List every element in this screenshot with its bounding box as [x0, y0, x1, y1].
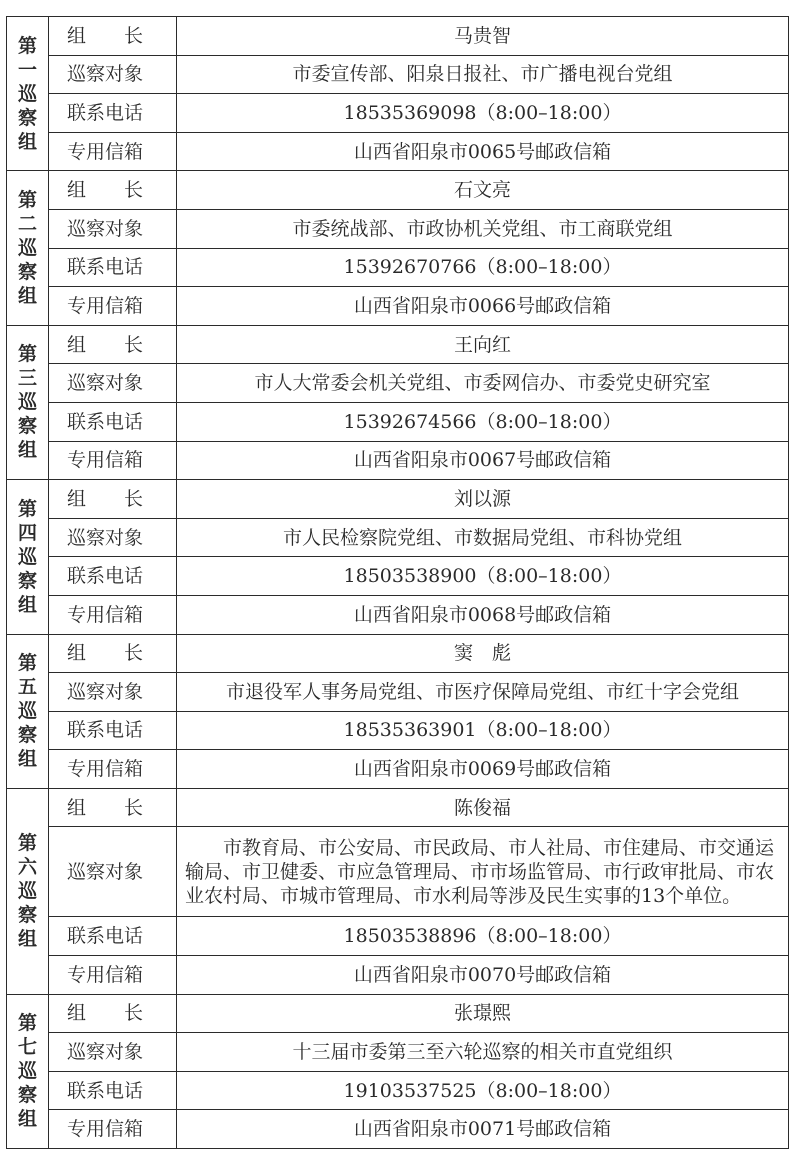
target-value: 市人民检察院党组、市数据局党组、市科协党组	[177, 518, 789, 557]
phone-value: 18535363901（8:00–18:00）	[177, 711, 789, 750]
leader-label: 组 长	[49, 788, 177, 827]
group-name-cell	[7, 17, 49, 171]
group-name: 第五巡察组	[17, 652, 37, 771]
mailbox-label: 专用信箱	[49, 956, 177, 995]
table-row	[7, 94, 789, 133]
group-name: 第二巡察组	[17, 189, 37, 308]
group-name: 第六巡察组	[17, 832, 37, 951]
table-row	[7, 994, 789, 1033]
leader-value: 陈俊福	[177, 788, 789, 827]
table-row	[7, 171, 789, 210]
phone-label: 联系电话	[49, 557, 177, 596]
table-row	[7, 480, 789, 519]
leader-value: 刘以源	[177, 480, 789, 519]
table-row	[7, 1033, 789, 1072]
table-row	[7, 325, 789, 364]
target-label: 巡察对象	[49, 673, 177, 712]
group-name-cell	[7, 994, 49, 1148]
table-row	[7, 1071, 789, 1110]
leader-label: 组 长	[49, 480, 177, 519]
table-row	[7, 673, 789, 712]
mailbox-value: 山西省阳泉市0065号邮政信箱	[177, 132, 789, 171]
target-value: 十三届市委第三至六轮巡察的相关市直党组织	[177, 1033, 789, 1072]
mailbox-label: 专用信箱	[49, 1110, 177, 1149]
phone-label: 联系电话	[49, 711, 177, 750]
phone-value: 18535369098（8:00–18:00）	[177, 94, 789, 133]
group-name-cell	[7, 634, 49, 788]
mailbox-label: 专用信箱	[49, 132, 177, 171]
leader-label: 组 长	[49, 994, 177, 1033]
group-name-cell	[7, 480, 49, 634]
phone-value: 18503538896（8:00–18:00）	[177, 917, 789, 956]
table-row	[7, 441, 789, 480]
table-row	[7, 55, 789, 94]
target-label: 巡察对象	[49, 827, 177, 917]
phone-value: 15392674566（8:00–18:00）	[177, 402, 789, 441]
target-value: 市委宣传部、阳泉日报社、市广播电视台党组	[177, 55, 789, 94]
leader-label: 组 长	[49, 325, 177, 364]
table-row	[7, 518, 789, 557]
group-name: 第三巡察组	[17, 343, 37, 462]
mailbox-label: 专用信箱	[49, 441, 177, 480]
table-row	[7, 917, 789, 956]
group-name: 第一巡察组	[17, 34, 37, 153]
phone-label: 联系电话	[49, 248, 177, 287]
table-row	[7, 827, 789, 917]
table-row	[7, 956, 789, 995]
target-value: 市教育局、市公安局、市民政局、市人社局、市住建局、市交通运输局、市卫健委、市应急管理局、市市场监管局、市行政审批局、市农业农村局、市城市管理局、市水利局等涉及民生实事的13个单位。	[177, 827, 789, 917]
target-value: 市人大常委会机关党组、市委网信办、市委党史研究室	[177, 364, 789, 403]
phone-label: 联系电话	[49, 94, 177, 133]
leader-value: 张璟熙	[177, 994, 789, 1033]
group-name: 第七巡察组	[17, 1012, 37, 1131]
table-row	[7, 1110, 789, 1149]
target-label: 巡察对象	[49, 1033, 177, 1072]
mailbox-value: 山西省阳泉市0066号邮政信箱	[177, 287, 789, 326]
leader-value: 马贵智	[177, 17, 789, 56]
mailbox-value: 山西省阳泉市0067号邮政信箱	[177, 441, 789, 480]
target-value: 市退役军人事务局党组、市医疗保障局党组、市红十字会党组	[177, 673, 789, 712]
table-row	[7, 750, 789, 789]
group-name-cell	[7, 788, 49, 994]
target-label: 巡察对象	[49, 209, 177, 248]
target-label: 巡察对象	[49, 364, 177, 403]
mailbox-value: 山西省阳泉市0071号邮政信箱	[177, 1110, 789, 1149]
target-label: 巡察对象	[49, 55, 177, 94]
leader-label: 组 长	[49, 634, 177, 673]
phone-value: 15392670766（8:00–18:00）	[177, 248, 789, 287]
leader-label: 组 长	[49, 17, 177, 56]
table-row	[7, 634, 789, 673]
mailbox-value: 山西省阳泉市0069号邮政信箱	[177, 750, 789, 789]
leader-value: 窦 彪	[177, 634, 789, 673]
table-row	[7, 402, 789, 441]
leader-value: 王向红	[177, 325, 789, 364]
phone-value: 19103537525（8:00–18:00）	[177, 1071, 789, 1110]
leader-label: 组 长	[49, 171, 177, 210]
inspection-groups-table	[6, 16, 789, 1149]
table-row	[7, 788, 789, 827]
mailbox-label: 专用信箱	[49, 750, 177, 789]
group-name: 第四巡察组	[17, 497, 37, 616]
table-row	[7, 209, 789, 248]
table-row	[7, 557, 789, 596]
table-row	[7, 17, 789, 56]
table-row	[7, 287, 789, 326]
phone-value: 18503538900（8:00–18:00）	[177, 557, 789, 596]
group-name-cell	[7, 171, 49, 325]
phone-label: 联系电话	[49, 917, 177, 956]
leader-value: 石文亮	[177, 171, 789, 210]
table-body	[7, 17, 789, 1149]
table-row	[7, 248, 789, 287]
mailbox-label: 专用信箱	[49, 287, 177, 326]
group-name-cell	[7, 325, 49, 479]
table-row	[7, 711, 789, 750]
target-value: 市委统战部、市政协机关党组、市工商联党组	[177, 209, 789, 248]
table-row	[7, 595, 789, 634]
table-row	[7, 364, 789, 403]
mailbox-value: 山西省阳泉市0070号邮政信箱	[177, 956, 789, 995]
phone-label: 联系电话	[49, 1071, 177, 1110]
table-row	[7, 132, 789, 171]
target-label: 巡察对象	[49, 518, 177, 557]
phone-label: 联系电话	[49, 402, 177, 441]
mailbox-value: 山西省阳泉市0068号邮政信箱	[177, 595, 789, 634]
mailbox-label: 专用信箱	[49, 595, 177, 634]
